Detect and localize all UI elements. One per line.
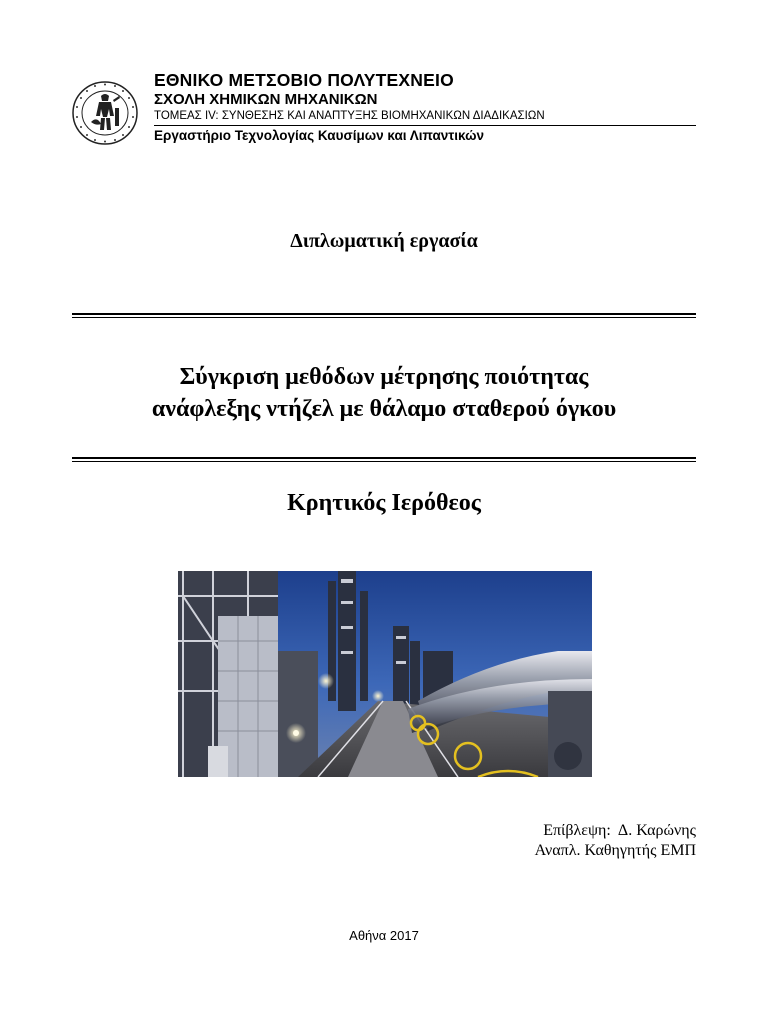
supervision-block	[535, 821, 696, 861]
supervisor-title: Αναπλ. Καθηγητής ΕΜΠ	[534, 842, 696, 859]
divider-top	[72, 313, 696, 318]
place-year: Αθήνα 2017	[349, 928, 419, 943]
divider-bottom	[72, 457, 696, 462]
thesis-title	[0, 361, 768, 425]
author-name: Κρητικός Ιερόθεος	[287, 490, 481, 516]
university-seal-logo	[71, 80, 139, 146]
document-type: Διπλωματική εργασία	[290, 230, 478, 252]
laboratory-name: Εργαστήριο Τεχνολογίας Καυσίμων και Λιπαντικών	[154, 128, 485, 143]
supervisor-line: Επίβλεψη: Δ. Καρώνης	[543, 822, 696, 839]
university-name: ΕΘΝΙΚΟ ΜΕΤΣΟΒΙΟ ΠΟΛΥΤΕΧΝΕΙΟ	[154, 70, 454, 90]
institution-header	[154, 70, 696, 145]
school-name: ΣΧΟΛΗ ΧΗΜΙΚΩΝ ΜΗΧΑΝΙΚΩΝ	[154, 91, 378, 108]
thesis-title-line-1: Σύγκριση μεθόδων μέτρησης ποιότητας	[179, 364, 589, 390]
department-name: ΤΟΜΕΑΣ IV: ΣΥΝΘΕΣΗΣ ΚΑΙ ΑΝΑΠΤΥΞΗΣ ΒΙΟΜΗΧΑΝΙΚΩΝ ΔΙΑΔΙΚΑΣΙΩΝ	[154, 109, 696, 126]
refinery-photo	[178, 571, 592, 777]
thesis-title-line-2: ανάφλεξης ντήζελ με θάλαμο σταθερού όγκου	[151, 396, 617, 422]
